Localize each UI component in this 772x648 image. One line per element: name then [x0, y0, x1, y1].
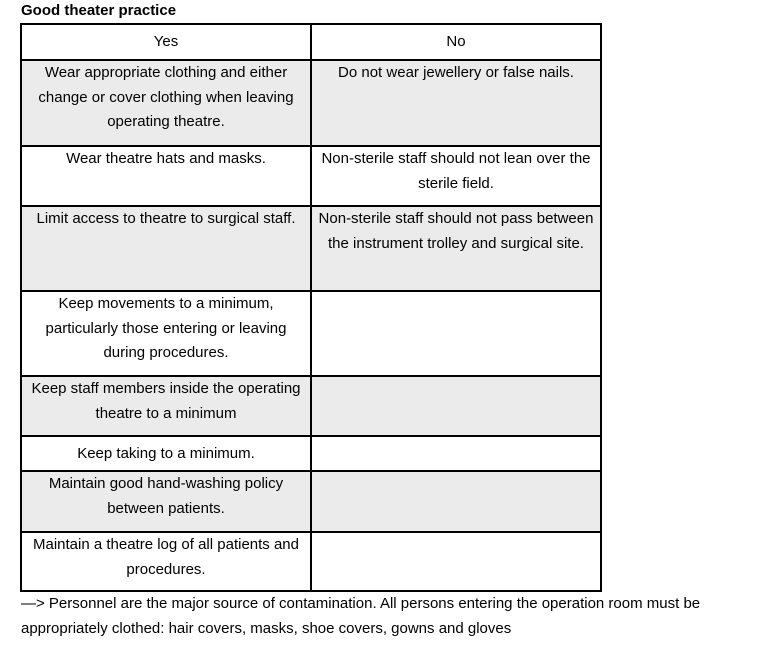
cell-no: Non-sterile staff should not lean over the sterile field.	[311, 146, 601, 206]
table-row	[21, 436, 601, 471]
cell-yes: Keep staff members inside the operating theatre to a minimum	[21, 376, 311, 436]
header-yes: Yes	[21, 24, 311, 60]
cell-yes: Maintain good hand-washing policy between patients.	[21, 471, 311, 532]
document-title: Good theater practice	[21, 2, 177, 19]
cell-no: Do not wear jewellery or false nails.	[311, 60, 601, 146]
table-row	[21, 376, 601, 436]
cell-no: Non-sterile staff should not pass between the instrument trolley and surgical site.	[311, 206, 601, 291]
cell-no	[311, 376, 601, 436]
cell-yes: Wear appropriate clothing and either change or cover clothing when leaving operating theatre.	[21, 60, 311, 146]
table-row	[21, 60, 601, 146]
cell-no	[311, 532, 601, 591]
contamination-note: —> Personnel are the major source of contamination. All persons entering the operation room must be appropriately clothed: hair covers, masks, shoe covers, gowns and gloves	[21, 595, 701, 637]
table-row	[21, 532, 601, 591]
cell-no	[311, 291, 601, 376]
cell-no	[311, 436, 601, 471]
cell-yes: Limit access to theatre to surgical staff.	[21, 206, 311, 291]
header-no: No	[311, 24, 601, 60]
table-row	[21, 206, 601, 291]
cell-yes: Wear theatre hats and masks.	[21, 146, 311, 206]
table-row	[21, 471, 601, 532]
table-row	[21, 291, 601, 376]
cell-yes: Maintain a theatre log of all patients and procedures.	[21, 532, 311, 591]
practice-table	[20, 23, 602, 592]
cell-yes: Keep movements to a minimum, particularly those entering or leaving during procedures.	[21, 291, 311, 376]
cell-no	[311, 471, 601, 532]
table-header-row	[21, 24, 601, 60]
table-row	[21, 146, 601, 206]
cell-yes: Keep taking to a minimum.	[21, 436, 311, 471]
